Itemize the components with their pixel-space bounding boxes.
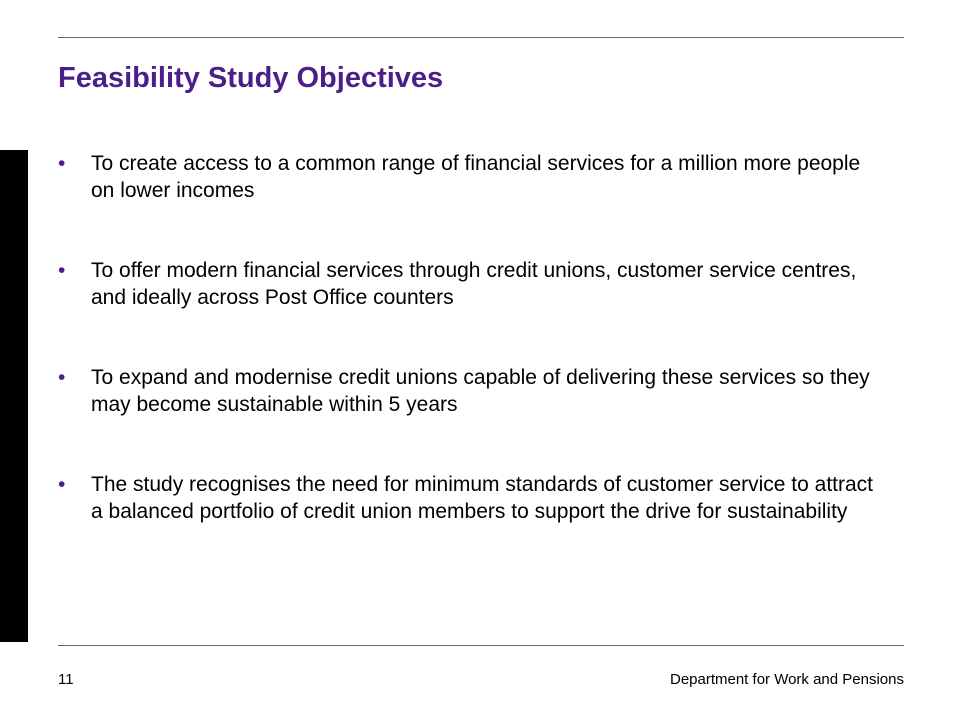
footer-organisation: Department for Work and Pensions xyxy=(669,671,904,688)
slide-title: Feasibility Study Objectives xyxy=(58,62,444,94)
bullet-item xyxy=(58,364,888,418)
bullet-item xyxy=(58,471,888,525)
bullet-item xyxy=(58,150,888,204)
bullet-text: The study recognises the need for minimum standards of customer service to attract a balanced portfolio of credit union members to support the drive for sustainability xyxy=(91,473,874,523)
bullet-text: To expand and modernise credit unions capable of delivering these services so they may become sustainable within 5 years xyxy=(91,366,870,416)
bullet-text: To offer modern financial services through credit unions, customer service centres, and ideally across Post Office counters xyxy=(91,259,857,309)
bullet-icon: • xyxy=(58,259,66,282)
top-divider xyxy=(58,37,904,38)
bullet-icon: • xyxy=(58,473,66,496)
bullet-icon: • xyxy=(58,366,66,389)
bullet-list xyxy=(58,150,888,578)
bullet-icon: • xyxy=(58,152,66,175)
bullet-item xyxy=(58,257,888,311)
page-number: 11 xyxy=(58,671,74,688)
left-accent-bar xyxy=(0,150,28,642)
bullet-text: To create access to a common range of financial services for a million more people on lower incomes xyxy=(91,152,861,202)
bottom-divider xyxy=(58,645,904,646)
